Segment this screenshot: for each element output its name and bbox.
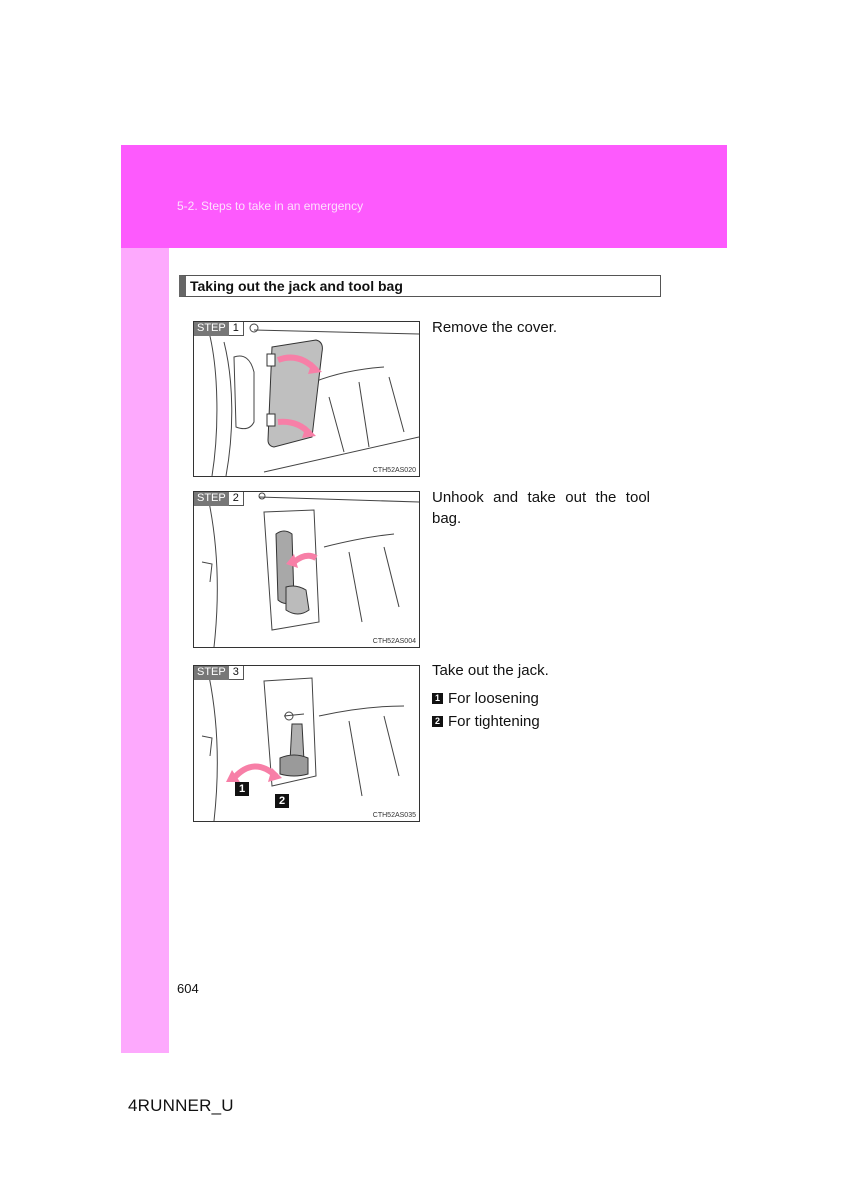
list-item [432, 690, 539, 707]
step-3-text: Take out the jack. [432, 662, 549, 679]
figure-code: CTH52AS035 [372, 812, 416, 819]
step-word: STEP [194, 322, 229, 336]
side-color-band [121, 145, 169, 1053]
jack-illustration [194, 666, 419, 821]
step-number: 1 [229, 322, 244, 336]
header-band [121, 145, 727, 248]
item-label: For loosening [448, 690, 539, 707]
step-2-text: Unhook and take out the tool bag. [432, 489, 650, 527]
step-badge [194, 666, 244, 680]
step-number: 3 [229, 666, 244, 680]
list-item [432, 713, 540, 730]
cover-removal-illustration [194, 322, 419, 476]
callout-1: 1 [235, 782, 249, 796]
page-number: 604 [177, 981, 199, 996]
figure-code: CTH52AS020 [372, 467, 416, 474]
step-3-figure [193, 665, 420, 822]
model-code: 4RUNNER_U [128, 1096, 234, 1115]
item-label: For tightening [448, 713, 540, 730]
figure-code: CTH52AS004 [372, 638, 416, 645]
tool-bag-illustration [194, 492, 419, 647]
step-badge [194, 492, 244, 506]
callout-2: 2 [275, 794, 289, 808]
section-title: Taking out the jack and tool bag [179, 275, 661, 297]
step-word: STEP [194, 492, 229, 506]
step-number: 2 [229, 492, 244, 506]
step-1-figure [193, 321, 420, 477]
step-1-text: Remove the cover. [432, 319, 558, 336]
step-word: STEP [194, 666, 229, 680]
item-number-box: 1 [432, 693, 443, 704]
breadcrumb: 5-2. Steps to take in an emergency [177, 199, 364, 213]
step-badge [194, 322, 244, 336]
step-2-figure [193, 491, 420, 648]
item-number-box: 2 [432, 716, 443, 727]
